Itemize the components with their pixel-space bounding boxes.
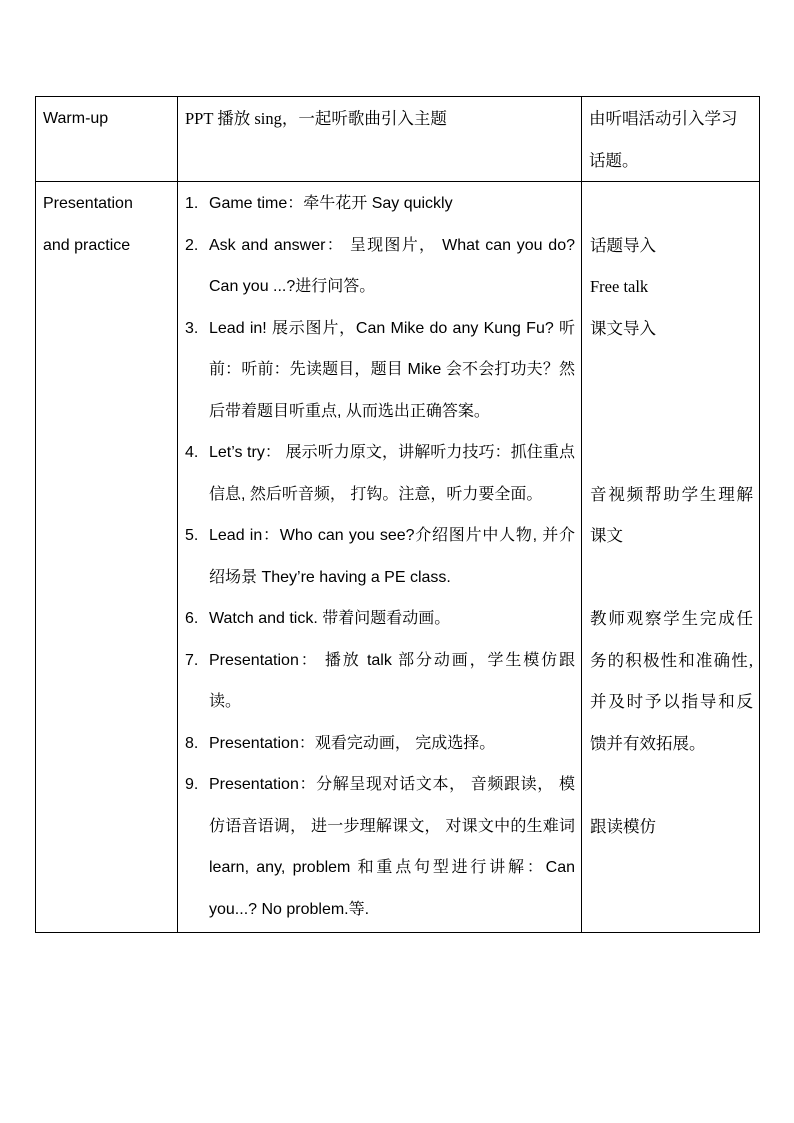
note-free-talk: Free talk	[590, 277, 649, 296]
spacer	[590, 391, 753, 433]
step-number: 3.	[185, 319, 199, 337]
lesson-plan-table	[35, 96, 760, 933]
activity-cell	[178, 97, 582, 182]
step-number: 8.	[185, 734, 199, 752]
activity-cell	[178, 182, 582, 933]
spacer	[590, 183, 753, 225]
list-item	[185, 723, 575, 765]
step-number: 9.	[185, 776, 199, 793]
step-text: Presentation： 播放 talk 部分动画，学生模仿跟读。	[209, 651, 575, 710]
step-number: 6.	[185, 610, 199, 627]
stage-cell	[36, 97, 178, 182]
step-text: Presentation：观看完动画， 完成选择。	[209, 734, 496, 752]
spacer	[590, 349, 753, 391]
spacer	[590, 764, 753, 806]
list-item	[185, 225, 575, 308]
list-item	[185, 308, 575, 433]
step-text: Presentation：分解呈现对话文本， 音频跟读， 模仿语音语调， 进一步理解课文， 对课文中的生难词 learn, any, problem 和重点句型进行讲解：Can you...? No problem.等.	[209, 776, 575, 918]
purpose-cell	[582, 182, 760, 933]
purpose-cell	[582, 97, 760, 182]
warm-up-purpose: 由听唱活动引入学习话题。	[589, 109, 738, 170]
step-number: 1.	[185, 195, 199, 212]
table-row	[36, 97, 760, 182]
table-row	[36, 182, 760, 933]
note-topic-intro: 话题导入	[590, 235, 656, 255]
spacer	[590, 432, 753, 474]
note-text-intro: 课文导入	[590, 318, 656, 338]
stage-cell	[36, 182, 178, 933]
note-audio-video: 音视频帮助学生理解课文	[590, 484, 753, 545]
step-text: Lead in：Who can you see?介绍图片中人物, 并介绍场景 They’re having a PE class.	[209, 527, 575, 586]
step-number: 7.	[185, 651, 199, 669]
purpose-notes	[582, 182, 759, 847]
list-item	[185, 515, 575, 598]
list-item	[185, 432, 575, 515]
step-text: Let’s try： 展示听力原文，讲解听力技巧：抓住重点信息, 然后听音频， 打钩。注意，听力要全面。	[209, 444, 575, 503]
note-teacher-observe: 教师观察学生完成任务的积极性和准确性, 并及时予以指导和反馈并有效拓展。	[590, 609, 753, 753]
list-item	[185, 598, 575, 640]
note-follow-read: 跟读模仿	[590, 816, 656, 836]
stage-line-2: and practice	[43, 236, 131, 254]
stage-presentation	[36, 182, 177, 266]
step-number: 5.	[185, 527, 199, 544]
warm-up-activity: PPT 播放 sing，一起听歌曲引入主题	[185, 109, 447, 128]
step-text: Game time：牵牛花开 Say quickly	[209, 195, 453, 212]
steps-list	[178, 182, 581, 932]
list-item	[185, 764, 575, 930]
stage-warm-up: Warm-up	[43, 110, 109, 127]
step-text: Watch and tick. 带着问题看动画。	[209, 610, 451, 627]
step-number: 2.	[185, 236, 199, 254]
list-item	[185, 640, 575, 723]
step-text: Ask and answer： 呈现图片， What can you do?Can you ...?进行问答。	[209, 236, 575, 295]
step-number: 4.	[185, 444, 199, 461]
stage-line-1: Presentation	[43, 195, 133, 212]
step-text: Lead in! 展示图片，Can Mike do any Kung Fu? 听前：听前：先读题目，题目 Mike 会不会打功夫？然后带着题目听重点, 从而选出正确答案。	[209, 319, 575, 420]
spacer	[590, 557, 753, 599]
list-item	[185, 183, 575, 225]
